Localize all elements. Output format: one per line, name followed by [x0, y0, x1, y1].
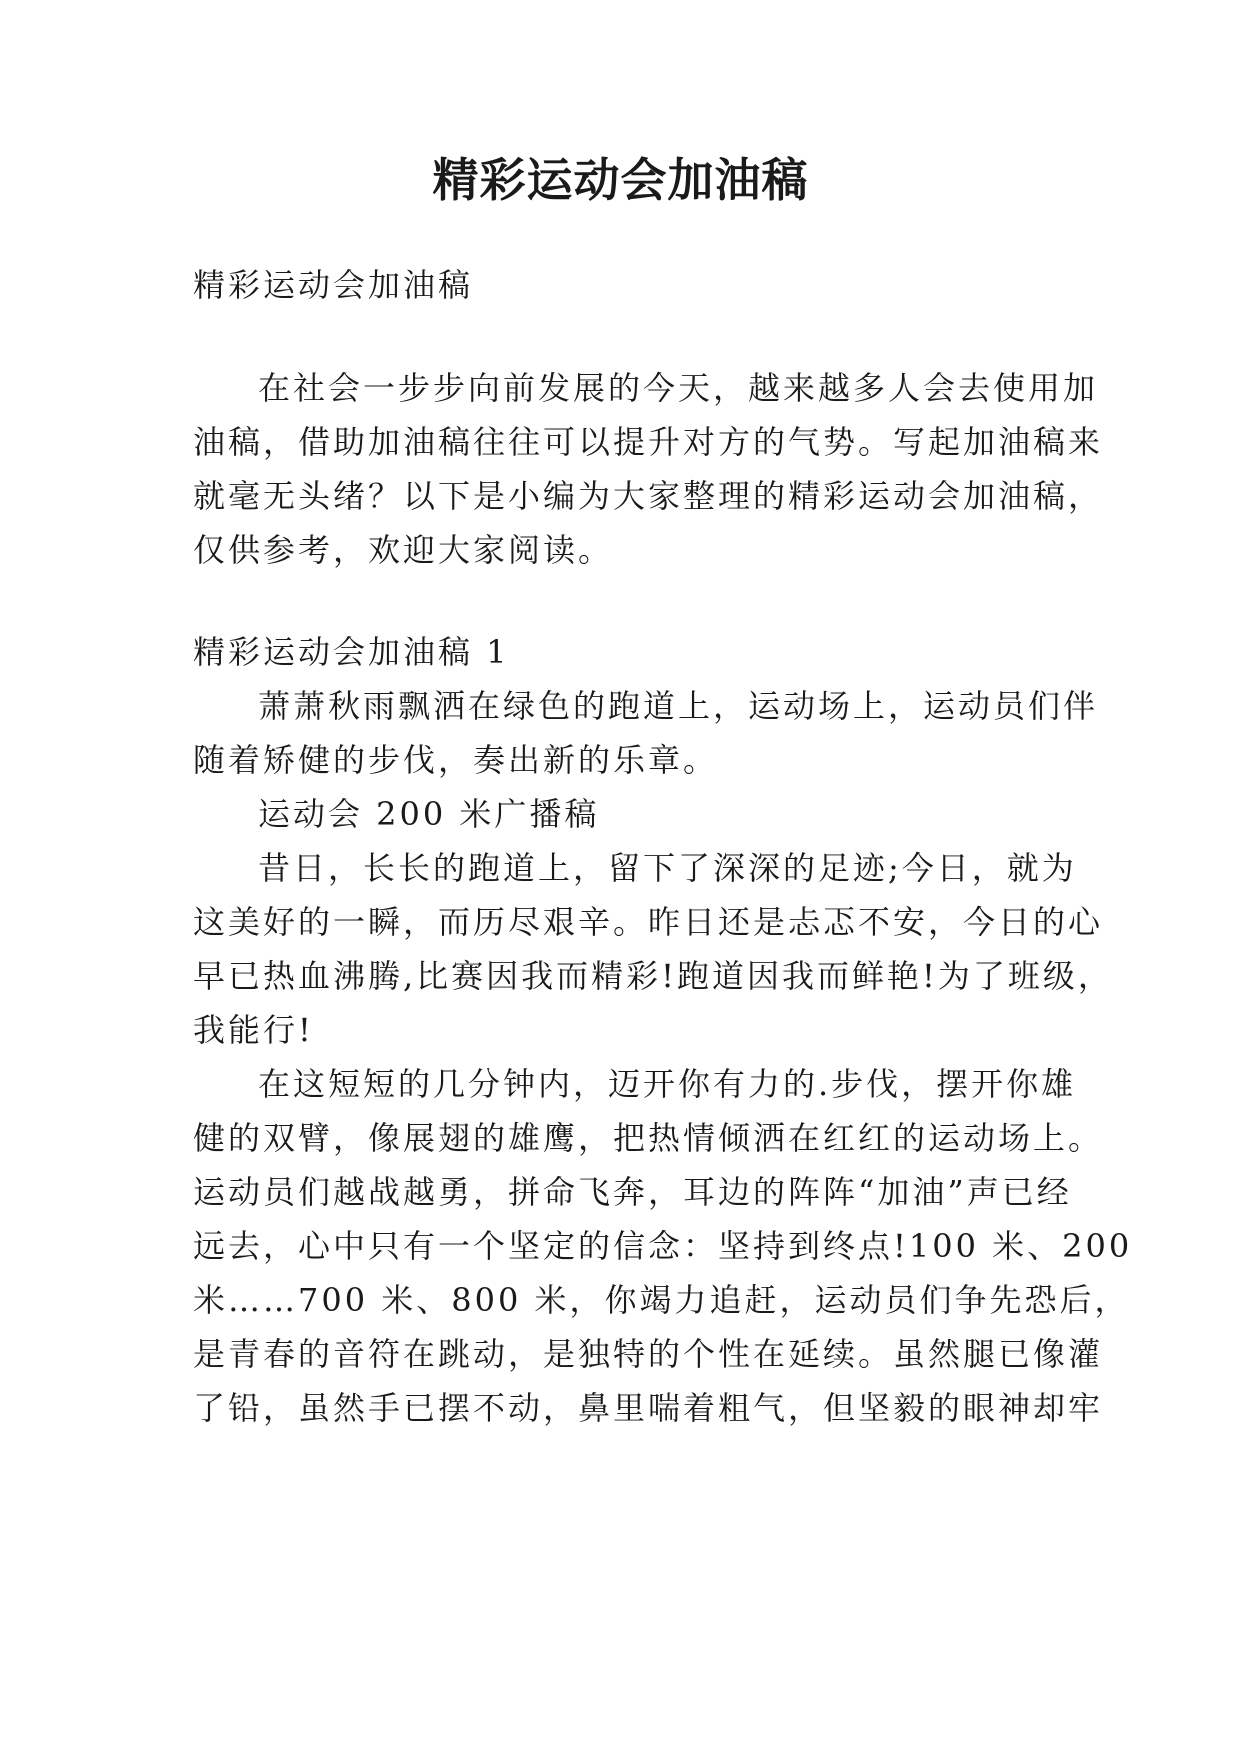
paragraph-line: 在社会一步步向前发展的今天，越来越多人会去使用加 [258, 369, 1099, 407]
paragraph-line: 随着矫健的步伐，奏出新的乐章。 [193, 741, 719, 779]
section-heading: 精彩运动会加油稿 1 [193, 633, 510, 671]
paragraph-line: 远去，心中只有一个坚定的信念：坚持到终点!100 米、200 [193, 1227, 1133, 1265]
paragraph-line: 早已热血沸腾,比赛因我而精彩!跑道因我而鲜艳!为了班级， [193, 957, 1113, 995]
paragraph-line: 运动员们越战越勇，拼命飞奔，耳边的阵阵“加油”声已经 [193, 1173, 1072, 1211]
paragraph-line: 油稿，借助加油稿往往可以提升对方的气势。写起加油稿来 [193, 423, 1104, 461]
paragraph-line: 了铅，虽然手已摆不动，鼻里喘着粗气，但坚毅的眼神却牢 [193, 1389, 1104, 1427]
paragraph-line: 是青春的音符在跳动，是独特的个性在延续。虽然腿已像灌 [193, 1335, 1104, 1373]
paragraph-line: 仅供参考，欢迎大家阅读。 [193, 531, 614, 569]
paragraph-line: 就毫无头绪？以下是小编为大家整理的精彩运动会加油稿， [193, 477, 1104, 515]
document-title: 精彩运动会加油稿 [432, 153, 809, 207]
paragraph-line: 萧萧秋雨飘洒在绿色的跑道上，运动场上，运动员们伴 [258, 687, 1099, 725]
paragraph-line: 这美好的一瞬，而历尽艰辛。昨日还是忐忑不安，今日的心 [193, 903, 1104, 941]
subtitle-line: 精彩运动会加油稿 [193, 266, 474, 304]
paragraph-line: 昔日，长长的跑道上，留下了深深的足迹;今日，就为 [258, 849, 1077, 887]
paragraph-line: 健的双臂，像展翅的雄鹰，把热情倾洒在红红的运动场上。 [193, 1119, 1104, 1157]
paragraph-line: 米……700 米、800 米，你竭力追赶，运动员们争先恐后， [193, 1281, 1130, 1319]
paragraph-line: 我能行! [193, 1011, 314, 1049]
paragraph-line: 运动会 200 米广播稿 [258, 795, 600, 833]
paragraph-line: 在这短短的几分钟内，迈开你有力的.步伐，摆开你雄 [258, 1065, 1077, 1103]
